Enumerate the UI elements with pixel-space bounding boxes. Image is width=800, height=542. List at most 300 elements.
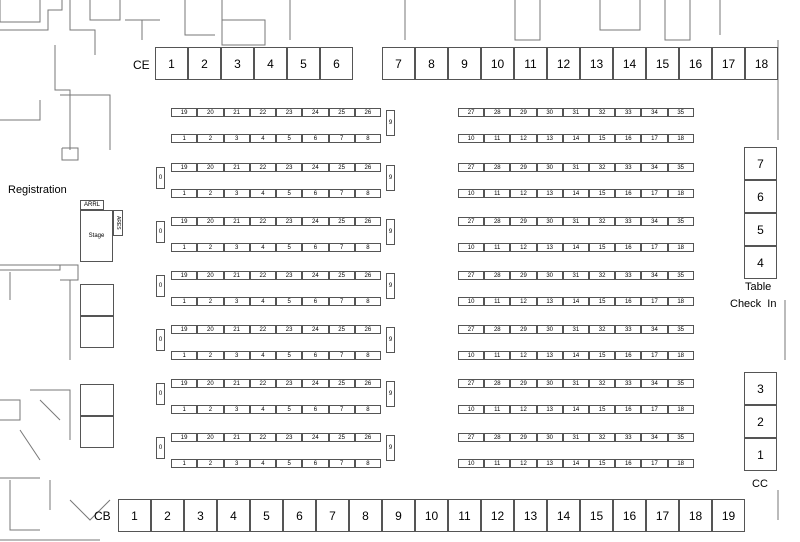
g4-right-bottom-10: [458, 297, 484, 306]
cb-booth-17-label: 17: [655, 508, 670, 523]
g5-left-top-26-label: 26: [364, 326, 372, 333]
g6-left-bottom-1: [171, 405, 197, 414]
g4-left-bottom-5: [276, 297, 302, 306]
g1-left-top-21-label: 21: [233, 109, 240, 116]
g7-right-bottom-13-label: 13: [546, 460, 554, 467]
g6-right-top-31-label: 31: [572, 380, 580, 387]
g4-right-top-34-label: 34: [651, 272, 658, 279]
g4-right-bottom-10-label: 10: [467, 298, 475, 305]
g1-right-top-28-label: 28: [493, 109, 501, 116]
g3-right-bottom-17-label: 17: [651, 244, 658, 251]
g2-left-bottom-8-label: 8: [366, 190, 370, 197]
g3-left-top-26-label: 26: [364, 218, 372, 225]
g2-left-bottom-8: [355, 189, 381, 198]
g3-left-bottom-8: [355, 243, 381, 252]
g1-left-top-21: [224, 108, 250, 117]
g7-right-top-28: [484, 433, 510, 442]
g2-end-0-label: 0: [158, 175, 163, 181]
g5-right-top-31-label: 31: [572, 326, 580, 333]
g6-right-top-32: [589, 379, 615, 388]
g6-left-top-25-label: 25: [338, 380, 345, 387]
ce-booth-16-label: 16: [688, 56, 703, 71]
g2-right-bottom-10-label: 10: [467, 190, 475, 197]
ce-booth-11: [514, 47, 547, 80]
ce-booth-10: [481, 47, 514, 80]
g5-right-bottom-17: [641, 351, 667, 360]
g6-end-0-label: 0: [158, 391, 163, 397]
g6-left-top-21: [224, 379, 250, 388]
ce-booth-8: [415, 47, 448, 80]
g4-left-bottom-2: [197, 297, 223, 306]
cb-booth-2: [151, 499, 184, 532]
g5-right-bottom-11: [484, 351, 510, 360]
g7-left-top-24-label: 24: [312, 434, 319, 441]
g3-right-bottom-16-label: 16: [624, 244, 632, 251]
g6-right-bottom-10: [458, 405, 484, 414]
g2-left-top-23: [276, 163, 302, 172]
g3-left-bottom-7: [329, 243, 355, 252]
g1-right-bottom-16-label: 16: [624, 135, 632, 142]
g2-right-bottom-15-label: 15: [598, 190, 606, 197]
ce-booth-11-label: 11: [524, 56, 537, 71]
g3-right-top-30: [537, 217, 563, 226]
cb-booth-7: [316, 499, 349, 532]
registration-label: Registration: [8, 184, 67, 196]
g4-right-bottom-14-label: 14: [572, 298, 580, 305]
g1-left-bottom-5-label: 5: [287, 135, 291, 142]
g3-left-bottom-1: [171, 243, 197, 252]
ce-booth-6: [320, 47, 353, 80]
ce-booth-6-label: 6: [333, 56, 340, 71]
cb-label: CB: [94, 509, 111, 523]
g1-right-top-30-label: 30: [546, 109, 554, 116]
ce-label: CE: [133, 58, 150, 72]
g7-right-bottom-18-label: 18: [677, 460, 685, 467]
g3-left-top-20: [197, 217, 223, 226]
g2-right-top-29: [510, 163, 536, 172]
g3-right-bottom-13: [537, 243, 563, 252]
g3-right-top-34: [641, 217, 667, 226]
g6-left-top-26-label: 26: [364, 380, 372, 387]
g7-left-bottom-5-label: 5: [287, 460, 291, 467]
g5-right-bottom-13: [537, 351, 563, 360]
g4-right-bottom-17: [641, 297, 667, 306]
g6-left-top-20-label: 20: [207, 380, 214, 387]
g3-left-bottom-3-label: 3: [234, 244, 239, 251]
cb-booth-2-label: 2: [164, 508, 171, 523]
checkin-table-5: [744, 213, 777, 246]
g5-left-top-22-label: 22: [259, 326, 267, 333]
g7-right-bottom-11-label: 11: [494, 460, 501, 467]
ce-booth-8-label: 8: [428, 56, 435, 71]
g3-left-bottom-3: [224, 243, 250, 252]
g6-right-top-28-label: 28: [493, 380, 501, 387]
g4-left-top-26: [355, 271, 381, 280]
g2-right-top-31: [563, 163, 589, 172]
g4-left-top-22-label: 22: [259, 272, 267, 279]
checkin-table-4: [744, 246, 777, 279]
ce-booth-4-label: 4: [267, 56, 274, 71]
g2-left-bottom-5: [276, 189, 302, 198]
ce-booth-7: [382, 47, 415, 80]
g2-right-bottom-18-label: 18: [677, 190, 685, 197]
arrl-label: ARRL: [83, 202, 100, 208]
g2-left-top-19: [171, 163, 197, 172]
g1-left-bottom-5: [276, 134, 302, 143]
g7-left-bottom-7: [329, 459, 355, 468]
g3-end-0: [156, 221, 165, 243]
g5-right-bottom-12-label: 12: [520, 352, 527, 359]
g7-right-top-33: [615, 433, 641, 442]
g1-left-bottom-1: [171, 134, 197, 143]
g3-right-top-30-label: 30: [546, 218, 554, 225]
g4-left-top-19: [171, 271, 197, 280]
ce-booth-1-label: 1: [168, 56, 175, 71]
g1-left-bottom-4-label: 4: [261, 135, 265, 142]
g2-right-bottom-14: [563, 189, 589, 198]
ce-booth-2-label: 2: [201, 56, 208, 71]
g7-right-bottom-15: [589, 459, 615, 468]
table-label: Table: [745, 281, 772, 293]
g7-left-top-19-label: 19: [180, 434, 188, 441]
g2-right-bottom-16: [615, 189, 641, 198]
checkin-table-7: [744, 147, 777, 180]
g6-left-top-22: [250, 379, 276, 388]
g5-right-bottom-14: [563, 351, 589, 360]
g6-right-bottom-13: [537, 405, 563, 414]
g3-right-bottom-14-label: 14: [572, 244, 580, 251]
g3-left-bottom-1-label: 1: [182, 244, 186, 251]
cb-booth-19: [712, 499, 745, 532]
g1-left-top-24: [302, 108, 328, 117]
g5-right-top-27: [458, 325, 484, 334]
g7-right-top-29: [510, 433, 536, 442]
g2-left-bottom-4: [250, 189, 276, 198]
cc-label: CC: [752, 478, 768, 490]
g7-right-bottom-18: [668, 459, 694, 468]
g4-left-bottom-8-label: 8: [366, 298, 370, 305]
cc-booth-3-label: 3: [757, 381, 764, 396]
left-structure-1: [80, 284, 114, 316]
g1-left-top-20: [197, 108, 223, 117]
g4-right-top-30-label: 30: [546, 272, 554, 279]
g6-right-bottom-13-label: 13: [546, 406, 554, 413]
cb-booth-1: [118, 499, 151, 532]
g4-end-0: [156, 275, 165, 297]
g7-left-bottom-4: [250, 459, 276, 468]
g6-left-bottom-4: [250, 405, 276, 414]
g5-right-top-29-label: 29: [520, 326, 527, 333]
g2-right-bottom-10: [458, 189, 484, 198]
g5-right-bottom-16: [615, 351, 641, 360]
g6-right-top-27-label: 27: [467, 380, 475, 387]
g3-left-top-19-label: 19: [180, 218, 188, 225]
g6-left-top-25: [329, 379, 355, 388]
g2-right-top-35-label: 35: [677, 164, 685, 171]
cb-booth-12: [481, 499, 514, 532]
g7-right-top-29-label: 29: [520, 434, 527, 441]
g4-left-top-23-label: 23: [285, 272, 293, 279]
g2-right-top-32-label: 32: [598, 164, 606, 171]
g4-left-bottom-4-label: 4: [261, 298, 265, 305]
g7-end-0-label: 0: [158, 445, 163, 451]
g1-right-bottom-17-label: 17: [651, 135, 658, 142]
g3-right-bottom-18-label: 18: [677, 244, 685, 251]
g5-right-top-32-label: 32: [598, 326, 606, 333]
g3-right-bottom-18: [668, 243, 694, 252]
g4-left-top-19-label: 19: [180, 272, 188, 279]
ce-booth-13: [580, 47, 613, 80]
g2-left-top-26: [355, 163, 381, 172]
g5-left-bottom-6-label: 6: [313, 352, 318, 359]
g5-left-top-21-label: 21: [233, 326, 240, 333]
g6-right-top-33-label: 33: [624, 380, 632, 387]
ce-booth-3: [221, 47, 254, 80]
g3-left-top-21-label: 21: [233, 218, 240, 225]
g1-right-top-27-label: 27: [467, 109, 475, 116]
g7-left-top-26: [355, 433, 381, 442]
g7-right-bottom-13: [537, 459, 563, 468]
cb-booth-3-label: 3: [197, 508, 204, 523]
g4-left-bottom-7: [329, 297, 355, 306]
g3-right-top-27-label: 27: [467, 218, 475, 225]
g7-left-bottom-1: [171, 459, 197, 468]
g1-left-bottom-3-label: 3: [234, 135, 239, 142]
g3-left-top-23-label: 23: [285, 218, 293, 225]
ce-booth-17-label: 17: [721, 56, 736, 71]
g6-end-9-label: 9: [388, 391, 393, 397]
g4-left-bottom-8: [355, 297, 381, 306]
g5-right-bottom-16-label: 16: [624, 352, 632, 359]
g6-right-bottom-11: [484, 405, 510, 414]
g3-left-top-23: [276, 217, 302, 226]
g2-right-bottom-17: [641, 189, 667, 198]
g6-left-bottom-8-label: 8: [366, 406, 370, 413]
g6-left-top-22-label: 22: [259, 380, 267, 387]
g2-left-top-20-label: 20: [207, 164, 214, 171]
g1-left-top-23-label: 23: [285, 109, 293, 116]
cc-booth-3: [744, 372, 777, 405]
cb-booth-18-label: 18: [688, 508, 703, 523]
g7-right-bottom-16: [615, 459, 641, 468]
cb-booth-16-label: 16: [622, 508, 637, 523]
g6-left-top-20: [197, 379, 223, 388]
cb-booth-1-label: 1: [131, 508, 138, 523]
cb-booth-7-label: 7: [329, 508, 336, 523]
cb-booth-8-label: 8: [362, 508, 369, 523]
g1-right-top-33: [615, 108, 641, 117]
ce-booth-3-label: 3: [234, 56, 241, 71]
g1-left-top-19: [171, 108, 197, 117]
g2-right-top-27-label: 27: [467, 164, 475, 171]
ce-booth-15-label: 15: [655, 56, 670, 71]
g4-right-top-28: [484, 271, 510, 280]
g2-end-0: [156, 167, 165, 189]
g7-right-bottom-14: [563, 459, 589, 468]
g1-left-bottom-2: [197, 134, 223, 143]
g7-right-bottom-15-label: 15: [598, 460, 606, 467]
g1-right-top-27: [458, 108, 484, 117]
g4-right-bottom-13-label: 13: [546, 298, 554, 305]
g1-right-bottom-15: [589, 134, 615, 143]
g1-left-bottom-7: [329, 134, 355, 143]
g5-right-bottom-17-label: 17: [651, 352, 658, 359]
g2-right-bottom-13-label: 13: [546, 190, 554, 197]
g7-left-top-20-label: 20: [207, 434, 214, 441]
cc-booth-2: [744, 405, 777, 438]
g3-right-top-31-label: 31: [572, 218, 580, 225]
g6-left-bottom-3-label: 3: [234, 406, 239, 413]
ares-label: ARES: [115, 216, 121, 230]
g1-right-bottom-12-label: 12: [520, 135, 527, 142]
cb-booth-12-label: 12: [490, 508, 505, 523]
g4-left-bottom-3: [224, 297, 250, 306]
cb-booth-15-label: 15: [589, 508, 604, 523]
g1-right-top-31: [563, 108, 589, 117]
g7-right-top-30-label: 30: [546, 434, 554, 441]
g7-right-top-32-label: 32: [598, 434, 606, 441]
g5-right-bottom-10-label: 10: [467, 352, 475, 359]
g5-left-bottom-6: [302, 351, 328, 360]
g3-left-bottom-6: [302, 243, 328, 252]
g2-right-bottom-13: [537, 189, 563, 198]
g1-left-top-20-label: 20: [207, 109, 214, 116]
g5-left-top-20-label: 20: [207, 326, 214, 333]
g6-left-bottom-7: [329, 405, 355, 414]
g6-left-top-21-label: 21: [233, 380, 240, 387]
cb-booth-17: [646, 499, 679, 532]
g5-left-bottom-5: [276, 351, 302, 360]
g2-right-top-32: [589, 163, 615, 172]
g4-left-top-20-label: 20: [207, 272, 214, 279]
g6-right-top-34-label: 34: [651, 380, 658, 387]
g5-left-bottom-8-label: 8: [366, 352, 370, 359]
g6-left-bottom-5-label: 5: [287, 406, 291, 413]
g6-left-bottom-7-label: 7: [339, 406, 344, 413]
g5-left-bottom-3: [224, 351, 250, 360]
g4-left-top-23: [276, 271, 302, 280]
g4-right-bottom-15: [589, 297, 615, 306]
g2-left-top-24: [302, 163, 328, 172]
cc-booth-2-label: 2: [757, 414, 764, 429]
g6-right-bottom-17-label: 17: [651, 406, 658, 413]
g6-left-bottom-3: [224, 405, 250, 414]
g2-left-bottom-6: [302, 189, 328, 198]
cb-booth-11: [448, 499, 481, 532]
g4-left-top-21-label: 21: [233, 272, 240, 279]
g7-end-9: [386, 435, 395, 461]
g2-right-top-28-label: 28: [493, 164, 501, 171]
g3-right-bottom-12: [510, 243, 536, 252]
g3-end-0-label: 0: [158, 229, 163, 235]
g2-left-top-25-label: 25: [338, 164, 345, 171]
g3-right-bottom-13-label: 13: [546, 244, 554, 251]
g7-right-bottom-12-label: 12: [520, 460, 527, 467]
cc-booth-1-label: 1: [757, 447, 764, 462]
g4-right-top-34: [641, 271, 667, 280]
g7-right-top-35: [668, 433, 694, 442]
g7-right-top-33-label: 33: [624, 434, 632, 441]
check-in-label: Check In: [730, 298, 777, 310]
g6-right-bottom-11-label: 11: [494, 406, 501, 413]
g6-right-bottom-14: [563, 405, 589, 414]
g6-right-top-27: [458, 379, 484, 388]
g2-right-top-30-label: 30: [546, 164, 554, 171]
g3-left-bottom-4-label: 4: [261, 244, 265, 251]
ce-booth-16: [679, 47, 712, 80]
g1-right-top-32-label: 32: [598, 109, 606, 116]
g4-left-top-25: [329, 271, 355, 280]
g1-right-bottom-11: [484, 134, 510, 143]
cb-booth-6: [283, 499, 316, 532]
g5-left-bottom-4: [250, 351, 276, 360]
g3-left-bottom-8-label: 8: [366, 244, 370, 251]
cc-booth-1: [744, 438, 777, 471]
checkin-table-4-label: 4: [757, 255, 764, 270]
g2-right-bottom-14-label: 14: [572, 190, 580, 197]
g3-right-bottom-10: [458, 243, 484, 252]
g7-left-top-19: [171, 433, 197, 442]
g2-end-9-label: 9: [388, 175, 393, 181]
g2-left-top-21: [224, 163, 250, 172]
g7-left-bottom-4-label: 4: [261, 460, 265, 467]
g6-right-bottom-14-label: 14: [572, 406, 580, 413]
g7-right-top-35-label: 35: [677, 434, 685, 441]
g6-left-top-24: [302, 379, 328, 388]
g3-right-top-27: [458, 217, 484, 226]
checkin-table-5-label: 5: [757, 222, 764, 237]
g5-right-top-30-label: 30: [546, 326, 554, 333]
g5-right-top-32: [589, 325, 615, 334]
g7-right-top-32: [589, 433, 615, 442]
g2-left-top-21-label: 21: [233, 164, 240, 171]
g7-left-top-20: [197, 433, 223, 442]
g3-right-bottom-16: [615, 243, 641, 252]
g4-end-9-label: 9: [388, 283, 393, 289]
g7-right-top-27: [458, 433, 484, 442]
ares-booth: [113, 210, 123, 236]
g5-left-bottom-3-label: 3: [234, 352, 239, 359]
ce-booth-4: [254, 47, 287, 80]
g2-right-bottom-11-label: 11: [494, 190, 501, 197]
g1-right-bottom-18: [668, 134, 694, 143]
ce-booth-9: [448, 47, 481, 80]
cb-booth-4: [217, 499, 250, 532]
g4-right-bottom-18-label: 18: [677, 298, 685, 305]
g1-right-bottom-15-label: 15: [598, 135, 606, 142]
g3-end-9-label: 9: [388, 229, 393, 235]
ce-booth-2: [188, 47, 221, 80]
left-structure-3: [80, 384, 114, 416]
cb-booth-6-label: 6: [296, 508, 303, 523]
g2-right-top-28: [484, 163, 510, 172]
g5-left-top-25: [329, 325, 355, 334]
g2-right-top-33-label: 33: [624, 164, 632, 171]
g5-left-top-21: [224, 325, 250, 334]
g3-right-bottom-17: [641, 243, 667, 252]
g4-right-top-31-label: 31: [572, 272, 580, 279]
g7-right-top-34: [641, 433, 667, 442]
g5-left-bottom-8: [355, 351, 381, 360]
g4-left-bottom-5-label: 5: [287, 298, 291, 305]
g5-left-bottom-2-label: 2: [208, 352, 213, 359]
g2-left-top-22-label: 22: [259, 164, 267, 171]
g2-left-bottom-1: [171, 189, 197, 198]
g7-right-bottom-11: [484, 459, 510, 468]
g2-left-bottom-5-label: 5: [287, 190, 291, 197]
g6-left-top-19-label: 19: [180, 380, 188, 387]
ce-booth-18-label: 18: [754, 56, 769, 71]
